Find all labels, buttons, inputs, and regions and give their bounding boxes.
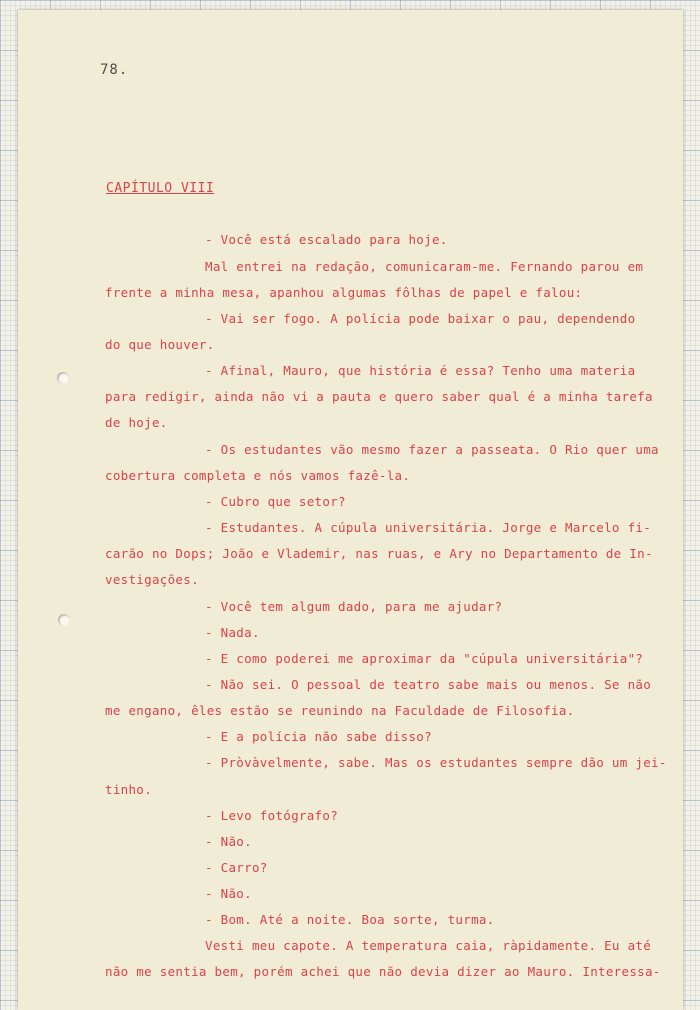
text-line: de hoje.	[105, 415, 168, 430]
text-line: - Não.	[205, 886, 252, 901]
text-line: cobertura completa e nós vamos fazê-la.	[105, 468, 411, 483]
text-line: - Bom. Até a noite. Boa sorte, turma.	[205, 912, 495, 927]
text-line: - Estudantes. A cúpula universitária. Jorge e Marcelo fi-	[205, 520, 652, 535]
text-line: carão no Dops; João e Vlademir, nas ruas, e Ary no Departamento de In-	[105, 546, 653, 561]
text-line: - Afinal, Mauro, que história é essa? Tenho uma materia	[205, 363, 636, 378]
text-line: - Levo fotógrafo?	[205, 808, 339, 823]
text-line: frente a minha mesa, apanhou algumas fôlhas de papel e falou:	[105, 285, 583, 300]
punch-hole-top	[57, 372, 69, 384]
text-line: Vesti meu capote. A temperatura caia, ràpidamente. Eu até	[205, 938, 652, 953]
text-line: Mal entrei na redação, comunicaram-me. Fernando parou em	[205, 259, 644, 274]
text-line: - E a polícia não sabe disso?	[205, 729, 432, 744]
typewritten-page	[18, 10, 683, 1010]
text-line: não me sentia bem, porém achei que não devia dizer ao Mauro. Interessa-	[105, 964, 661, 979]
text-line: vestigações.	[105, 572, 199, 587]
text-line: - E como poderei me aproximar da "cúpula universitária"?	[205, 651, 644, 666]
text-line: - Você tem algum dado, para me ajudar?	[205, 599, 503, 614]
text-line: - Não sei. O pessoal de teatro sabe mais ou menos. Se não	[205, 677, 652, 692]
text-line: - Nada.	[205, 625, 260, 640]
text-line: - Não.	[205, 834, 252, 849]
page-number: 78.	[100, 62, 129, 78]
punch-hole-bottom	[58, 614, 70, 626]
chapter-title: CAPÍTULO VIII	[106, 181, 215, 196]
text-line: para redigir, ainda não vi a pauta e quero saber qual é a minha tarefa	[105, 389, 653, 404]
text-line: me engano, êles estão se reunindo na Faculdade de Filosofia.	[105, 703, 575, 718]
text-line: - Vai ser fogo. A polícia pode baixar o pau, dependendo	[205, 311, 636, 326]
text-line: - Os estudantes vão mesmo fazer a passeata. O Rio quer uma	[205, 442, 659, 457]
text-line: - Cubro que setor?	[205, 494, 346, 509]
text-line: - Pròvàvelmente, sabe. Mas os estudantes sempre dão um jei-	[205, 755, 667, 770]
text-line: - Você está escalado para hoje.	[205, 232, 448, 247]
text-line: do que houver.	[105, 337, 215, 352]
text-line: tinho.	[105, 782, 152, 797]
text-line: - Carro?	[205, 860, 268, 875]
